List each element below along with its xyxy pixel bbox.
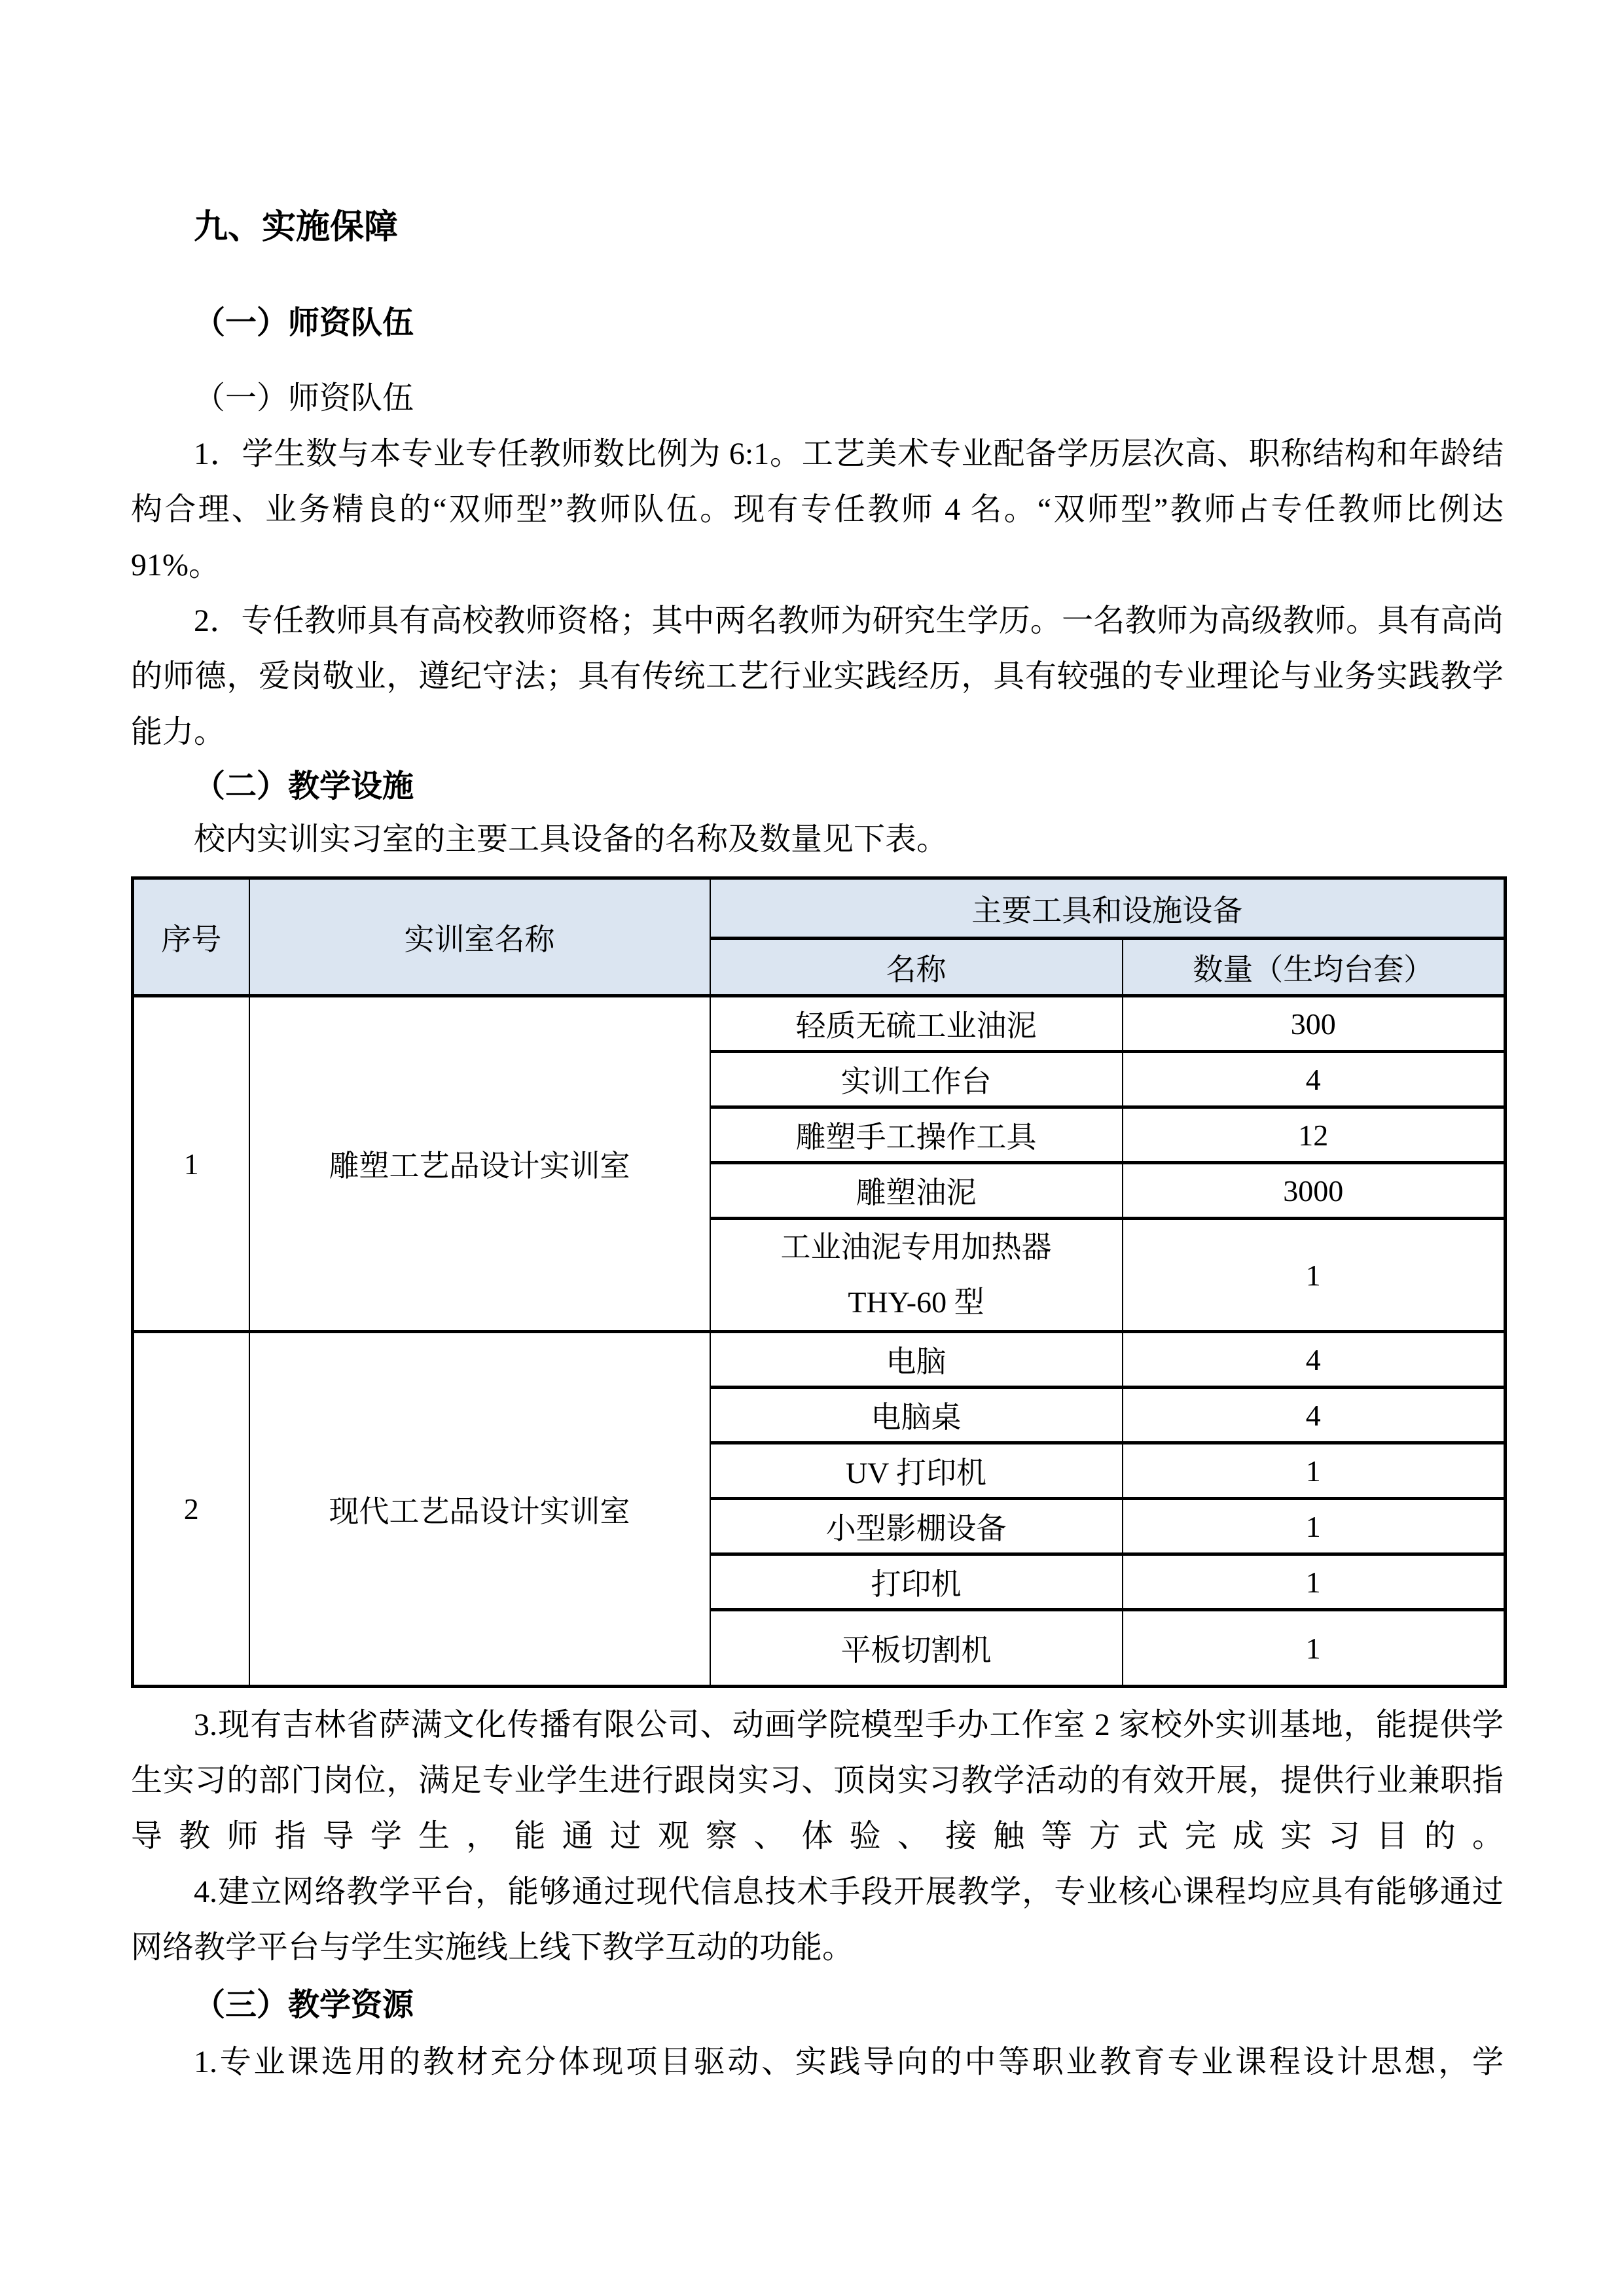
- col-header-room: 实训室名称: [249, 878, 710, 996]
- table-row: [133, 996, 1506, 1052]
- equipment-table: [131, 876, 1507, 1688]
- heading-teachers: （一）师资队伍: [194, 306, 414, 340]
- cell-item-qty: 4: [1123, 1332, 1506, 1388]
- paragraph-facilities-intro: 校内实训实习室的主要工具设备的名称及数量见下表。: [194, 822, 948, 857]
- cell-group-room: 现代工艺品设计实训室: [249, 1332, 710, 1687]
- subheading-teachers: （一）师资队伍: [194, 381, 414, 416]
- cell-item-name: [710, 1219, 1123, 1332]
- heading-facilities: （二）教学设施: [194, 769, 414, 804]
- cell-item-qty: 4: [1123, 1388, 1506, 1443]
- cell-item-qty: 300: [1123, 996, 1506, 1052]
- cell-item-name: 电脑: [710, 1332, 1123, 1388]
- paragraph-teachers-1: 1．学生数与本专业专任教师数比例为 6:1。工艺美术专业配备学历层次高、职称结构和年龄结构合理、业务精良的“双师型”教师队伍。现有专任教师 4 名。“双师型”教师占专任教师比例达 91%。: [131, 437, 1504, 583]
- table-header-row-1: [133, 878, 1506, 939]
- cell-group-room: 雕塑工艺品设计实训室: [249, 996, 710, 1332]
- cell-item-name: UV 打印机: [710, 1443, 1123, 1499]
- cell-group-index: 1: [133, 996, 249, 1332]
- cell-item-name: 雕塑手工操作工具: [710, 1107, 1123, 1163]
- cell-item-name-line1: 工业油泥专用加热器: [780, 1230, 1052, 1264]
- cell-item-qty: 1: [1123, 1610, 1506, 1687]
- cell-item-name: 平板切割机: [710, 1610, 1123, 1687]
- col-header-index: 序号: [133, 878, 249, 996]
- col-header-qty: 数量（生均台套）: [1123, 939, 1506, 996]
- cell-item-name: 打印机: [710, 1554, 1123, 1610]
- cell-item-qty: 12: [1123, 1107, 1506, 1163]
- col-header-name: 名称: [710, 939, 1123, 996]
- paragraph-resources-1: 1.专业课选用的教材充分体现项目驱动、实践导向的中等职业教育专业课程设计思想，学: [194, 2045, 1504, 2079]
- cell-item-qty: 1: [1123, 1219, 1506, 1332]
- cell-item-name: 小型影棚设备: [710, 1499, 1123, 1554]
- cell-item-name: 轻质无硫工业油泥: [710, 996, 1123, 1052]
- cell-group-index: 2: [133, 1332, 249, 1687]
- table-row: [133, 1332, 1506, 1388]
- cell-item-name-line2: THY-60 型: [848, 1285, 984, 1319]
- paragraph-teachers-2: 2．专任教师具有高校教师资格；其中两名教师为研究生学历。一名教师为高级教师。具有高尚的师德，爱岗敬业，遵纪守法；具有传统工艺行业实践经历，具有较强的专业理论与业务实践教学能力。: [131, 603, 1504, 749]
- cell-item-qty: 1: [1123, 1499, 1506, 1554]
- paragraph-external-bases: 3.现有吉林省萨满文化传播有限公司、动画学院模型手办工作室 2 家校外实训基地，能提供学生实习的部门岗位，满足专业学生进行跟岗实习、顶岗实习教学活动的有效开展，提供行业兼职指导教师指导学生，能通过观察、体验、接触等方式完成实习目的。: [131, 1708, 1504, 1854]
- col-header-tools-group: 主要工具和设施设备: [710, 878, 1506, 939]
- cell-item-name: 雕塑油泥: [710, 1163, 1123, 1219]
- heading-resources: （三）教学资源: [194, 1988, 414, 2022]
- paragraph-online-platform: 4.建立网络教学平台，能够通过现代信息技术手段开展教学，专业核心课程均应具有能够通过网络教学平台与学生实施线上线下教学互动的功能。: [131, 1874, 1504, 1965]
- cell-item-name: 实训工作台: [710, 1052, 1123, 1107]
- cell-item-name: 电脑桌: [710, 1388, 1123, 1443]
- cell-item-qty: 3000: [1123, 1163, 1506, 1219]
- cell-item-qty: 1: [1123, 1443, 1506, 1499]
- section-title: 九、实施保障: [194, 208, 399, 246]
- cell-item-qty: 4: [1123, 1052, 1506, 1107]
- cell-item-qty: 1: [1123, 1554, 1506, 1610]
